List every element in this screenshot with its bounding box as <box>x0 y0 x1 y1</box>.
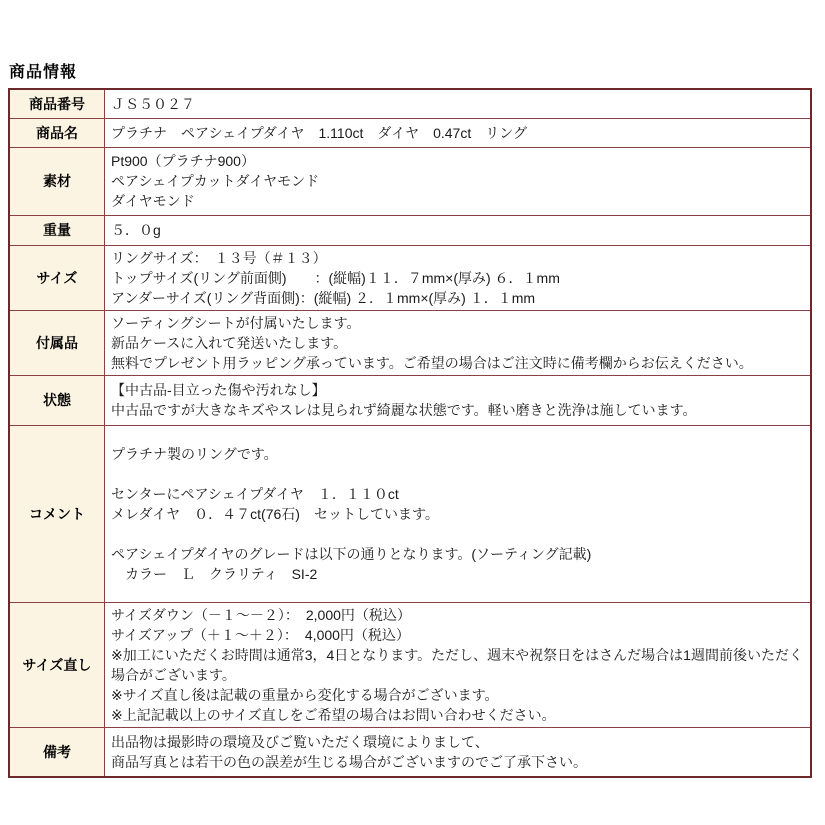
row-label-product-name: 商品名 <box>9 118 105 147</box>
text-line: メレダイヤ ０．４７ct(76石) セットしています。 <box>111 505 439 522</box>
text-line: プラチナ ペアシェイプダイヤ 1.110ct ダイヤ 0.47ct リング <box>111 124 527 141</box>
text-line: 無料でプレゼント用ラッピング承っています。ご希望の場合はご注文時に備考欄からお伝えください。 <box>111 354 753 371</box>
row-value-weight <box>105 215 812 245</box>
row-value-product-name <box>105 118 812 147</box>
text-line: トップサイズ(リング前面側) ：(縦幅)１１．７mm×(厚み) ６．１mm <box>111 269 560 286</box>
table-row-product-number <box>9 89 811 118</box>
text-line: 出品物は撮影時の環境及びご覧いただく環境によりまして、 <box>111 733 489 750</box>
table-row-notes <box>9 727 811 777</box>
text-line: ペアシェイプダイヤのグレードは以下の通りとなります。(ソーティング記載) <box>111 545 592 562</box>
row-label-notes: 備考 <box>9 727 105 777</box>
row-label-product-number: 商品番号 <box>9 89 105 118</box>
text-line: センターにペアシェイプダイヤ １．１１０ct <box>111 485 399 502</box>
table-row-material <box>9 147 811 215</box>
text-line: 【中古品-目立った傷や汚れなし】 <box>111 382 326 398</box>
text-line: ５．０g <box>111 222 161 238</box>
text-line: 商品写真とは若干の色の誤差が生じる場合がございますのでご了承下さい。 <box>111 753 587 770</box>
text-line: プラチナ製のリングです。 <box>111 445 278 462</box>
table-row-comment <box>9 425 811 602</box>
table-row-weight <box>9 215 811 245</box>
text-line: ダイヤモンド <box>111 193 195 209</box>
text-line: ソーティングシートが付属いたします。 <box>111 314 361 331</box>
page-title: 商品情報 <box>9 64 78 81</box>
row-value-notes <box>105 727 812 777</box>
table-row-condition <box>9 375 811 425</box>
text-line: 中古品ですが大きなキズやスレは見られず綺麗な状態です。軽い磨きと洗浄は施しています。 <box>111 402 697 418</box>
text-line: ※サイズ直し後は記載の重量から変化する場合がございます。 <box>111 686 499 703</box>
table-row-resize <box>9 602 811 727</box>
text-line <box>111 464 804 484</box>
row-label-size: サイズ <box>9 245 105 310</box>
row-value-size <box>105 245 812 310</box>
text-line: ※上記記載以上のサイズ直しをご希望の場合はお問い合わせください。 <box>111 706 556 723</box>
row-value-resize <box>105 602 812 727</box>
row-label-condition: 状態 <box>9 375 105 425</box>
text-line: Pt900（プラチナ900） <box>111 153 255 169</box>
table-row-product-name <box>9 118 811 147</box>
table-row-size <box>9 245 811 310</box>
row-value-condition <box>105 375 812 425</box>
text-line: 新品ケースに入れて発送いたします。 <box>111 334 348 351</box>
text-line <box>111 524 804 544</box>
text-line: ペアシェイプカットダイヤモンド <box>111 173 320 189</box>
row-label-resize: サイズ直し <box>9 602 105 727</box>
row-label-weight: 重量 <box>9 215 105 245</box>
text-line: サイズアップ（＋１～＋２）： 4,000円（税込） <box>111 626 410 643</box>
text-line: ＪＳ５０２７ <box>111 95 195 112</box>
text-line: リングサイズ： １３号（＃１３） <box>111 249 327 266</box>
text-line: ※加工にいただくお時間は通常3，4日となります。ただし、週末や祝祭日をはさんだ場合は1週間前後いただく場合がございます。 <box>111 646 803 683</box>
product-table-body <box>9 89 811 777</box>
row-label-comment: コメント <box>9 425 105 602</box>
product-info-table <box>8 88 812 778</box>
row-value-accessories <box>105 310 812 375</box>
row-value-material <box>105 147 812 215</box>
row-value-comment <box>105 425 812 602</box>
text-line: アンダーサイズ(リング背面側)：(縦幅) ２．１mm×(厚み) １．１mm <box>111 289 536 306</box>
row-label-material: 素材 <box>9 147 105 215</box>
text-line: カラー Ｌ クラリティ SI-2 <box>111 565 318 582</box>
table-row-accessories <box>9 310 811 375</box>
row-value-product-number <box>105 89 812 118</box>
row-label-accessories: 付属品 <box>9 310 105 375</box>
text-line: サイズダウン（－１～－２）： 2,000円（税込） <box>111 606 411 623</box>
